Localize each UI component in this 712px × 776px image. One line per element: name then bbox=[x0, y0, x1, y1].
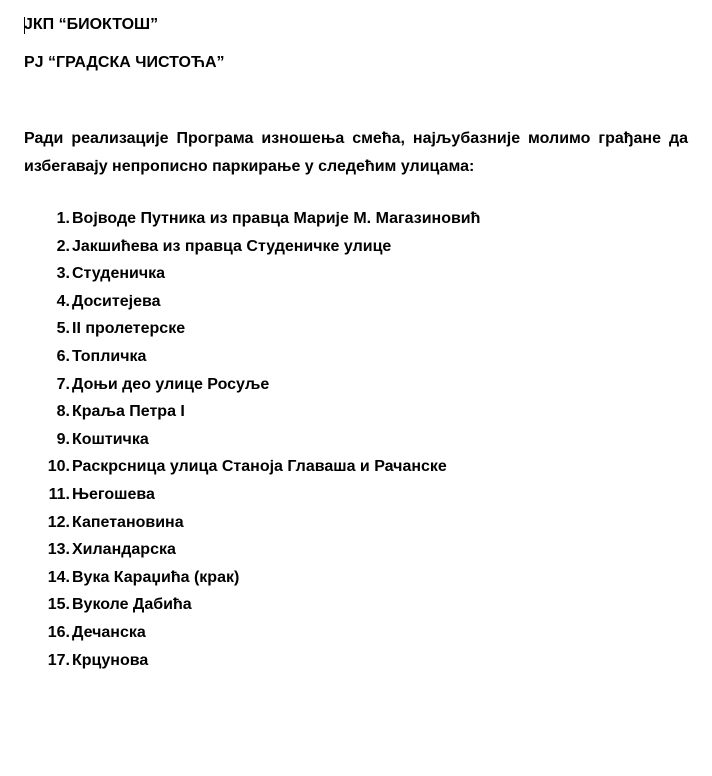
company-name: ЈКП “БИОКТОШ” bbox=[24, 16, 159, 33]
street-name: Крцунова bbox=[72, 651, 149, 669]
list-item-number: 14. bbox=[47, 568, 70, 586]
list-item-number: 8. bbox=[56, 403, 70, 421]
street-name: Јакшићева из правца Студеничке улице bbox=[72, 237, 392, 255]
list-item-number: 15. bbox=[47, 596, 70, 614]
street-name: Дечанска bbox=[72, 623, 146, 641]
list-item-number: 3. bbox=[56, 265, 70, 283]
street-name: Доситејева bbox=[72, 292, 161, 310]
street-name: Топличка bbox=[72, 347, 147, 365]
street-name: Студеничка bbox=[72, 265, 166, 283]
list-item-number: 4. bbox=[56, 292, 70, 310]
street-name: II пролетерске bbox=[72, 320, 186, 338]
street-name: Вука Караџића (крак) bbox=[72, 568, 240, 586]
list-item-number: 1. bbox=[56, 210, 70, 227]
street-name: Његошева bbox=[72, 485, 155, 503]
list-item-number: 7. bbox=[56, 375, 70, 393]
street-name: Коштичка bbox=[72, 430, 149, 448]
list-item-number: 17. bbox=[47, 651, 70, 669]
list-item-number: 13. bbox=[47, 541, 70, 559]
street-name: Хиландарска bbox=[72, 541, 176, 559]
list-item-number: 2. bbox=[56, 237, 70, 255]
list-item-number: 6. bbox=[56, 347, 70, 365]
list-item-number: 5. bbox=[56, 320, 70, 338]
unit-name: РЈ “ГРАДСКА ЧИСТОЋА” bbox=[24, 54, 225, 71]
list-item-number: 12. bbox=[47, 513, 70, 531]
street-name: Раскрсница улица Станоја Главаша и Рачанске bbox=[72, 458, 447, 476]
street-name: Краља Петра I bbox=[72, 403, 185, 421]
street-name: Вуколе Дабића bbox=[72, 596, 192, 614]
street-name: Доњи део улице Росуље bbox=[72, 375, 270, 393]
intro-paragraph: Ради реализације Програма изношења смећа, најљубазније молимо грађане да избегавају непрописно паркирање у следећим улицама: bbox=[24, 130, 688, 175]
list-item-number: 9. bbox=[56, 430, 70, 448]
street-name: Капетановина bbox=[72, 513, 184, 531]
list-item-number: 10. bbox=[47, 458, 70, 476]
list-item-number: 11. bbox=[48, 485, 70, 503]
list-item-number: 16. bbox=[47, 623, 70, 641]
street-name: Војводе Путника из правца Марије М. Магазиновић bbox=[72, 210, 481, 227]
